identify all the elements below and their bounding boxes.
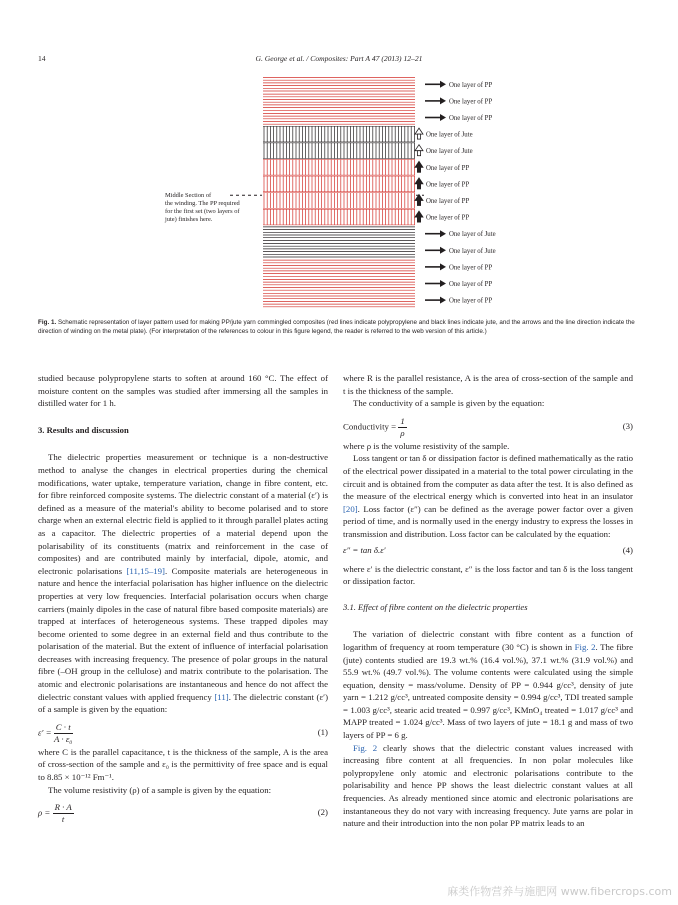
layer-label: One layer of PP	[449, 264, 493, 272]
layer-labels	[426, 82, 496, 305]
equation-1: ε′ = $\frac{C \cdot t}{\text{A · ε₀}}$ (1)	[38, 721, 328, 744]
paragraph: where C is the parallel capacitance, t is the thickness of the sample, A is the area of cross-section of the sample and ε₀ is the permittivity of free space and is equal to 8.85 × 10⁻¹² Fm⁻¹.	[38, 746, 328, 783]
equation-number: (3)	[622, 420, 633, 431]
arrow-up-icon	[415, 128, 423, 139]
layer-label: One layer of PP	[426, 181, 470, 189]
layer-band	[263, 244, 415, 258]
equation-4: ε″ = tan δ.ε′ (4)	[343, 544, 633, 555]
page-number: 14	[38, 54, 46, 63]
note-line: Middle Section of	[165, 192, 212, 200]
equation-3: Conductivity = $\frac{1}{\rho}$ (3)	[343, 415, 633, 438]
paragraph: studied because polypropylene starts to soften at around 160 °C. The effect of moisture content on the samples was studied after immersing all the samples in distilled water for 1 h.	[38, 373, 328, 409]
paragraph: where ε′ is the dielectric constant, ε″ is the loss factor and tan δ is the loss tangent or dissipation factor.	[343, 563, 633, 587]
figure-link[interactable]: Fig. 2	[353, 742, 378, 753]
arrow-up-icon	[415, 178, 423, 189]
layer-band	[263, 193, 415, 209]
layer-label: One layer of PP	[426, 198, 470, 205]
citation-link[interactable]: [11]	[214, 691, 229, 702]
arrow-right-icon	[425, 230, 446, 237]
layer-band	[263, 293, 415, 307]
layer-pattern-figure	[0, 64, 678, 309]
watermark: 麻类作物营养与施肥网 www.fibercrops.com	[447, 885, 672, 898]
paragraph: Loss tangent or tan δ or dissipation factor is defined mathematically as the ratio of the electrical power dissipated in a material to the total power circulating in the circuit and is obtained from the computer as data after the test. It is also defined as the measure of the electrical energy which is converted into heat in an insulator [20]. Loss factor (ε″) can be defined as the average power factor over a given period of time, and is normally used in the energy industry to express the losses in transmission and distribution. Loss factor can be calculated by the equation:	[343, 453, 633, 539]
paragraph: The conductivity of a sample is given by the equation:	[353, 398, 545, 409]
left-column	[38, 372, 328, 826]
layer-label: One layer of Jute	[426, 131, 473, 139]
layer-band	[263, 160, 415, 176]
layer-band	[263, 94, 415, 108]
arrow-right-icon	[425, 81, 446, 88]
figure-caption	[38, 318, 643, 336]
paragraph: Fig. 2 clearly shows that the dielectric constant values increased with increasing fibre content at all frequencies. In non polar molecules like polypropylene only atomic and electronic polarisations contribute to the polarisability and hence PP shows the least dielectric constant values at all frequencies. As already mentioned since atomic and electronic polarisations are instantaneous they do not vary with increasing frequency. Jute yarns are polar in nature and their introduction into the non polar PP matrix leads to an	[343, 742, 633, 829]
arrow-right-icon	[425, 97, 446, 104]
figure-link[interactable]: Fig. 2	[574, 641, 596, 652]
layer-band	[263, 260, 415, 274]
arrow-right-icon	[425, 297, 446, 304]
arrow-right-icon	[425, 247, 446, 254]
figure-label: Fig. 1.	[38, 319, 57, 326]
layer-label: One layer of Jute	[449, 231, 496, 239]
paragraph: The dielectric properties measurement or technique is a non-destructive method to analyse the changes in electrical properties during the chemical modifications, water uptake, temperature variation, change in fibre content, etc. for fibre reinforced composite systems. The dielectric constant of a material (ε′) is defined as a measure of the material's ability to become polarised and to store charge when an external electric field is applied to it through parallel plates acting as a capacitor. The dielectric properties of a material depend upon the polarisability of its constituents (matrix and reinforcement in the case of composites) and are contributed mainly by interfacial, dipole, atomic, and electronic polarisations [11,15–19]. Composite materials are heterogeneous in nature and hence the interfacial polarisation has higher influence on the dielectric properties at very low frequencies. Interfacial polarisation occurs when charge carriers (mainly dipoles in the case of natural fibre based composite materials) are trapped at interfaces of heterogeneous systems. These trapped dipoles may become oriented to some degree in an external field and thus contribute to the polarisation of the material. But the extent of influence of interfacial polarisation decreases with increasing frequency. The presence of polar groups in the natural fibre (–OH group in the cellulose) and matrix contribute to the polarisation. The atomic and electronic polarisations are instantaneous and hence do not affect the dielectric constant values with applied frequency [11]. The dielectric constant (ε′) of a sample is given by the equation:	[38, 452, 329, 715]
layer-label: One layer of PP	[449, 98, 493, 106]
arrow-up-icon	[415, 145, 423, 156]
arrow-up-icon	[415, 195, 423, 206]
equation-2: ρ = $\frac{R \cdot A}{t}$ (2)	[38, 802, 328, 825]
layer-band	[263, 227, 415, 241]
equation-number: (4)	[622, 544, 633, 555]
section-title: 3. Results and discussion	[38, 424, 129, 435]
equation-number: (2)	[317, 807, 328, 818]
arrow-up-icon	[415, 161, 423, 172]
arrow-right-icon	[425, 280, 446, 287]
right-column	[343, 372, 633, 830]
layer-band	[263, 176, 415, 192]
paragraph: The variation of dielectric constant with fibre content as a function of logarithm of frequency at room temperature (30 °C) is shown in Fig. 2. The fibre (jute) contents studied are 19.3 wt.% (16.4 vol.%), 37.1 wt.% (31.9 vol.%) and 55.9 wt.% (49.7 vol.%). The volume contents were calculated using the simple equation, density = mass/volume. Density of PP = 0.944 g/cc³, density of jute yarn = 1.212 g/cc³, untreated composite density = 0.994 g/cc³, TDI treated sample = 1.003 g/cc³, stearic acid treated = 0.997 g/cc³, KMnO₄ treated = 1.017 g/cc³ and MAPP treated = 1.024 g/cc³. Mass of two layers of jute = 18.1 g and mass of two layers of PP = 6 g.	[343, 629, 633, 741]
layer-label: One layer of PP	[449, 281, 493, 288]
arrow-up-icon	[415, 211, 423, 222]
layer-label: One layer of PP	[449, 115, 493, 122]
running-title: G. George et al. / Composites: Part A 47 (2013) 12–21	[255, 54, 423, 63]
note-line: jute) finishes here.	[165, 216, 213, 224]
arrow-right-icon	[425, 114, 446, 121]
paragraph: where R is the parallel resistance, A is the area of cross-section of the sample and t is the thickness of the sample.	[343, 373, 633, 396]
layer-band	[263, 126, 415, 142]
caption-text: Schematic representation of layer pattern used for making PP/jute yarn commingled composites (red lines indicate polypropylene and black lines indicate jute, and the arrows and the line direction indicate the direction of winding on the metal plate). (For interpretation of the references to colour in this figure legend, the reader is referred to the web version of this article.)	[38, 319, 635, 335]
layer-label: One layer of PP	[426, 214, 470, 222]
layer-label: One layer of PP	[449, 81, 493, 89]
layer-label: One layer of Jute	[449, 247, 496, 255]
note-line: for the first set (two layers of	[165, 208, 240, 216]
layer-label: One layer of PP	[449, 297, 493, 305]
layer-band	[263, 111, 415, 125]
citation-link[interactable]: [20]	[343, 503, 358, 514]
layer-band	[263, 78, 415, 92]
layer-band	[263, 143, 415, 159]
citation-link[interactable]: [11,15–19]	[126, 565, 165, 576]
layer-label: One layer of PP	[426, 164, 470, 172]
layer-band	[263, 209, 415, 225]
arrow-right-icon	[425, 263, 446, 270]
paragraph: where ρ is the volume resistivity of the sample.	[343, 440, 510, 451]
equation-number: (1)	[317, 726, 328, 737]
paragraph: The volume resistivity (ρ) of a sample is given by the equation:	[48, 784, 272, 795]
winding-stripes	[263, 78, 415, 307]
direction-arrows	[415, 81, 446, 304]
note-line: the winding. The PP required	[165, 200, 240, 208]
layer-band	[263, 277, 415, 291]
layer-label: One layer of Jute	[426, 148, 473, 156]
middle-section-note	[164, 192, 424, 223]
subsection-title: 3.1. Effect of fibre content on the dielectric properties	[343, 601, 528, 612]
